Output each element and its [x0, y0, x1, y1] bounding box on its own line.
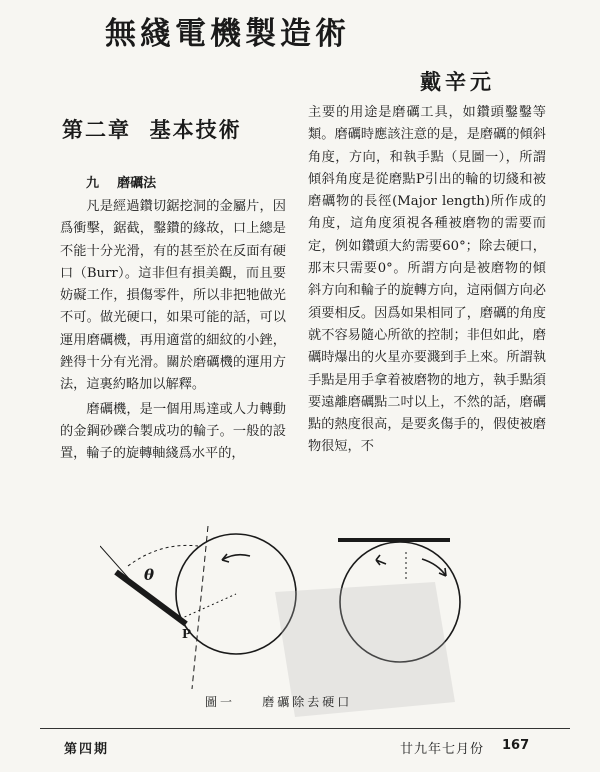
issue-number: 第四期 — [64, 742, 110, 757]
small-arrow-right — [376, 555, 386, 565]
section-title: 磨礪法 — [117, 176, 157, 191]
figure-caption — [205, 693, 352, 710]
chapter-title: 基本技術 — [149, 118, 242, 142]
angle-arc — [128, 545, 198, 566]
page-number: 167 — [502, 738, 530, 753]
magazine-title: 無綫電機製造術 — [105, 16, 350, 52]
caption-title: 磨礪除去硬口 — [262, 695, 353, 709]
issue-date: 廿九年七月份 — [400, 742, 485, 757]
radius-line — [180, 594, 236, 619]
left-paragraph-1: 凡是經過鑽切鋸挖洞的金屬片，因爲衝擊，鋸截，鑿鑽的緣故，口上總是不能十分光滑，有的甚至於在反面有硬口（Burr）。這非但有損美觀，而且要妨礙工作，損傷零件，所以非把牠做光不可。做光硬口，如果可能的話，可以運用磨礪機，再用適當的細紋的小銼，銼得十分有光滑。關於磨礪機的運用方法，這裏約略加以解釋。 — [60, 199, 286, 393]
point-label: P — [182, 627, 192, 641]
tool-axis-line — [100, 546, 132, 582]
left-paragraph-2: 磨礪機，是一個用馬達或人力轉動的金鋼砂礫合製成功的輪子。一般的設置，輪子的旋轉軸綫爲水平的， — [60, 401, 286, 462]
author-name: 戴辛元 — [420, 70, 495, 94]
chapter-number: 第二章 — [62, 118, 131, 142]
footer-rule — [40, 728, 570, 729]
angle-label: θ — [144, 566, 155, 584]
left-column — [60, 196, 286, 466]
right-paragraph: 主要的用途是磨礪工具，如鑽頭鑿鑿等類。磨礪時應該注意的是，是磨礪的傾斜角度，方向，和執手點（見圖一），所謂傾斜角度是從磨點P引出的輪的切綫和被磨礪物的長徑(Major length)所作成的角度，這角度須視各種被磨物的需要而定，例如鑽頭大約需要60°；除去硬口，那末只需要0°。所謂方向是被磨物的傾斜方向和輪子的旋轉方向，這兩個方向必須要相反。因爲如果相同了，磨礪的角度就不容易隨心所欲的控制；非但如此，磨礪時爆出的火星亦要濺到手上來。所謂執手點是用手拿着被磨物的地方，執手點須要遠離磨礪點二吋以上，不然的話，磨礪點的熱度很高，是要炙傷手的，假使被磨物很短，不 — [308, 105, 546, 455]
chapter-heading — [62, 114, 242, 144]
section-heading — [86, 172, 156, 191]
section-number: 九 — [86, 176, 100, 191]
right-column — [308, 102, 546, 459]
caption-number: 圖一 — [205, 695, 236, 709]
